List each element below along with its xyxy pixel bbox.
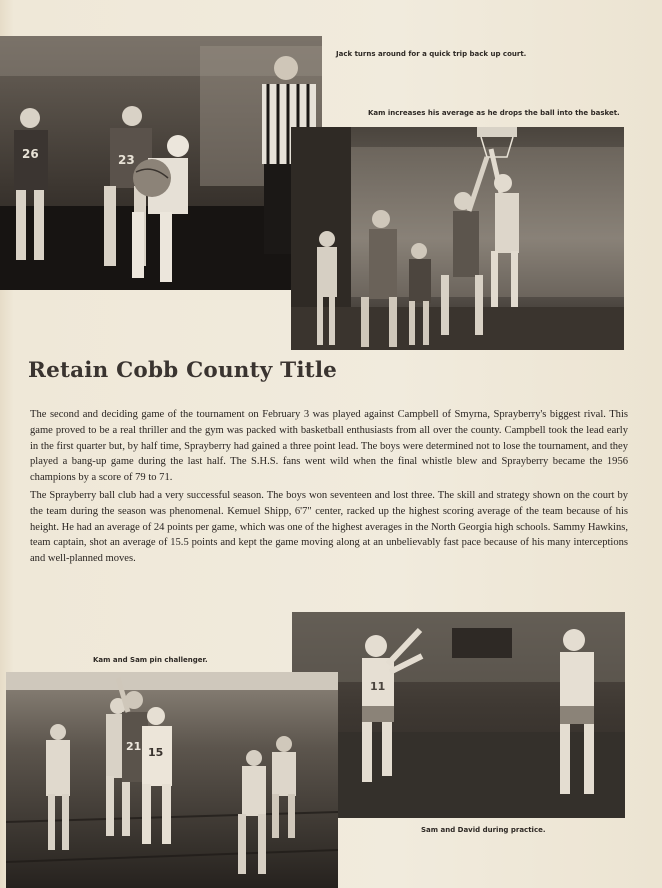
jersey-number: 23 — [118, 153, 135, 167]
caption-kam-increases-average: Kam increases his average as he drops the ball into the basket. — [368, 109, 620, 117]
jersey-number: 15 — [148, 746, 164, 759]
caption-sam-and-david-practice: Sam and David during practice. — [421, 826, 546, 834]
jersey-number: 21 — [126, 740, 142, 753]
article-paragraph: The second and deciding game of the tournament on February 3 was played against Campbell of Smyrna, Sprayberry's biggest rival. This game proved to be a real thriller and the gym was packed with basketball enthusiasts from all over the county. Campbell took the lead early in the first quarter but, by half time, Sprayberry had gained a three point lead. The boys were determined not to lose the tournament, and they played a bang-up game during the last half. The S.H.S. fans went wild when the final whistle blew and Sprayberry became the 1956 champions by a score of 79 to 71. — [30, 409, 628, 484]
jersey-number: 11 — [370, 680, 386, 693]
caption-jack-turns-around: Jack turns around for a quick trip back up court. — [336, 50, 527, 58]
caption-kam-and-sam-pin-challenger: Kam and Sam pin challenger. — [93, 656, 208, 664]
jersey-number: 26 — [22, 147, 39, 161]
article-paragraph: The Sprayberry ball club had a very successful season. The boys won seventeen and lost three. The skill and strategy shown on the court by the team during the season was phenomenal. Kemuel Shipp, 6'7" center, racked up the highest scoring average of the team because of his height. He had an average of 24 points per game, which was one of the highest averages in the North Georgia high schools. Sammy Hawkins, team captain, shot an average of 15.5 points and kept the game moving along at an unbelievably fast pace because of his many interceptions and well-planned moves. — [30, 490, 628, 565]
photo-kam-drops-ball — [291, 127, 624, 350]
page-title: Retain Cobb County Title — [28, 358, 338, 383]
photo-jack-turns-around — [0, 36, 322, 290]
photo-sam-and-david-practice — [292, 612, 625, 818]
photo-kam-and-sam-pin-challenger — [6, 672, 338, 888]
